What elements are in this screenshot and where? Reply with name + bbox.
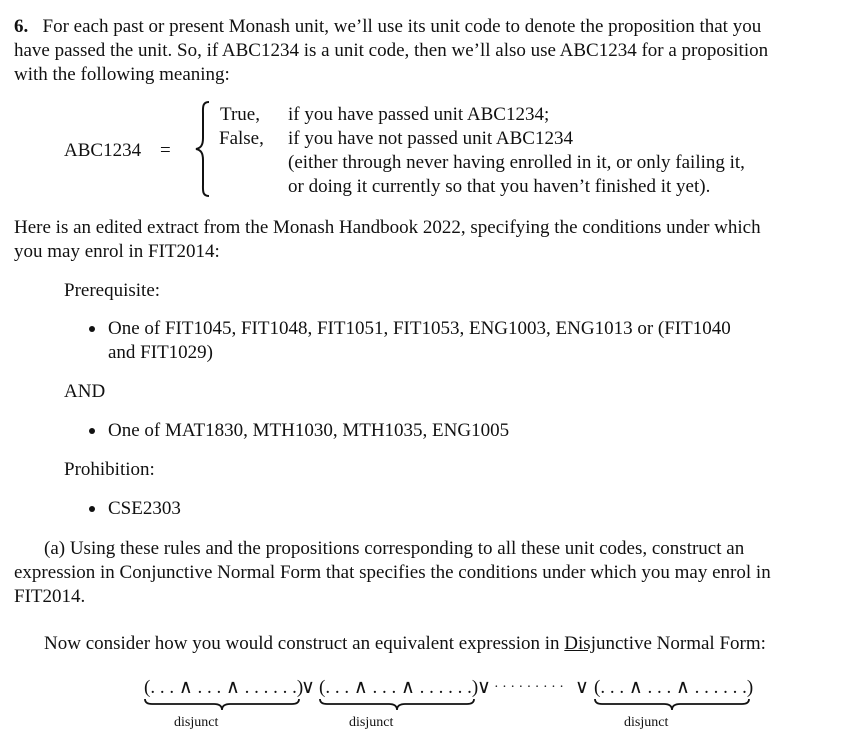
dnf-sentence — [44, 632, 766, 656]
prerequisite-item-1-line-1: One of FIT1045, FIT1048, FIT1051, FIT1053, ENG1003, ENG1013 or (FIT1040 — [108, 318, 731, 339]
definition-false-value: False, — [219, 128, 264, 149]
definition-equals: = — [160, 140, 171, 161]
prerequisite-item-2: One of MAT1830, MTH1030, MTH1035, ENG1005 — [108, 420, 510, 441]
extract-line-2: you may enrol in FIT2014: — [14, 241, 220, 262]
definition-true-value: True, — [220, 104, 260, 125]
extract-line-1: Here is an edited extract from the Monash Handbook 2022, specifying the conditions under which — [14, 217, 761, 238]
underbrace-1-icon — [144, 698, 300, 712]
definition-true-condition: if you have passed unit ABC1234; — [288, 104, 550, 125]
dnf-sentence-underlined: Disj — [564, 633, 596, 654]
definition-false-condition-2: (either through never having enrolled in it, or only failing it, — [288, 152, 745, 173]
bullet-dot-3 — [89, 506, 95, 512]
brace-label-2: disjunct — [349, 715, 394, 730]
part-a-line-1: (a) Using these rules and the propositions corresponding to all these unit codes, construct an — [44, 538, 745, 559]
prerequisite-item-1-line-2: and FIT1029) — [108, 342, 214, 363]
dnf-term-1: (. . . ∧ . . . ∧ . . . . . .) — [144, 677, 304, 698]
left-brace-icon — [193, 100, 213, 198]
dnf-term-3: (. . . ∧ . . . ∧ . . . . . .) — [594, 677, 754, 698]
dnf-or-1: ∨ — [301, 677, 315, 698]
definition-lhs: ABC1234 — [64, 140, 142, 161]
dnf-term-2: (. . . ∧ . . . ∧ . . . . . .) — [319, 677, 479, 698]
prohibition-item-1: CSE2303 — [108, 498, 181, 519]
brace-label-3: disjunct — [624, 715, 669, 730]
definition-false-condition-3: or doing it currently so that you haven’t finished it yet). — [288, 176, 711, 197]
prohibition-heading: Prohibition: — [64, 459, 155, 480]
dnf-or-3: ∨ — [575, 677, 589, 698]
bullet-dot-1 — [89, 326, 95, 332]
question-line-3: with the following meaning: — [14, 64, 230, 85]
dnf-or-2: ∨ — [477, 677, 491, 698]
question-number: 6. — [14, 16, 29, 37]
bullet-dot-2 — [89, 428, 95, 434]
part-a-line-2: expression in Conjunctive Normal Form that specifies the conditions under which you may enrol in — [14, 562, 771, 583]
question-intro-text-1: For each past or present Monash unit, we’ll use its unit code to denote the proposition that you — [42, 16, 762, 37]
question-line-1 — [14, 15, 761, 39]
underbrace-3-icon — [594, 698, 750, 712]
question-line-2: have passed the unit. So, if ABC1234 is a unit code, then we’ll also use ABC1234 for a proposition — [14, 40, 769, 61]
prerequisite-heading: Prerequisite: — [64, 280, 161, 301]
definition-false-condition-1: if you have not passed unit ABC1234 — [288, 128, 573, 149]
dnf-dots: · · · · · · · · · — [494, 680, 564, 695]
dnf-sentence-post: unctive Normal Form: — [595, 633, 766, 654]
dnf-sentence-pre: Now consider how you would construct an equivalent expression in — [44, 633, 565, 654]
underbrace-2-icon — [319, 698, 475, 712]
brace-label-1: disjunct — [174, 715, 219, 730]
part-a-line-3: FIT2014. — [14, 586, 86, 607]
and-label: AND — [64, 381, 106, 402]
